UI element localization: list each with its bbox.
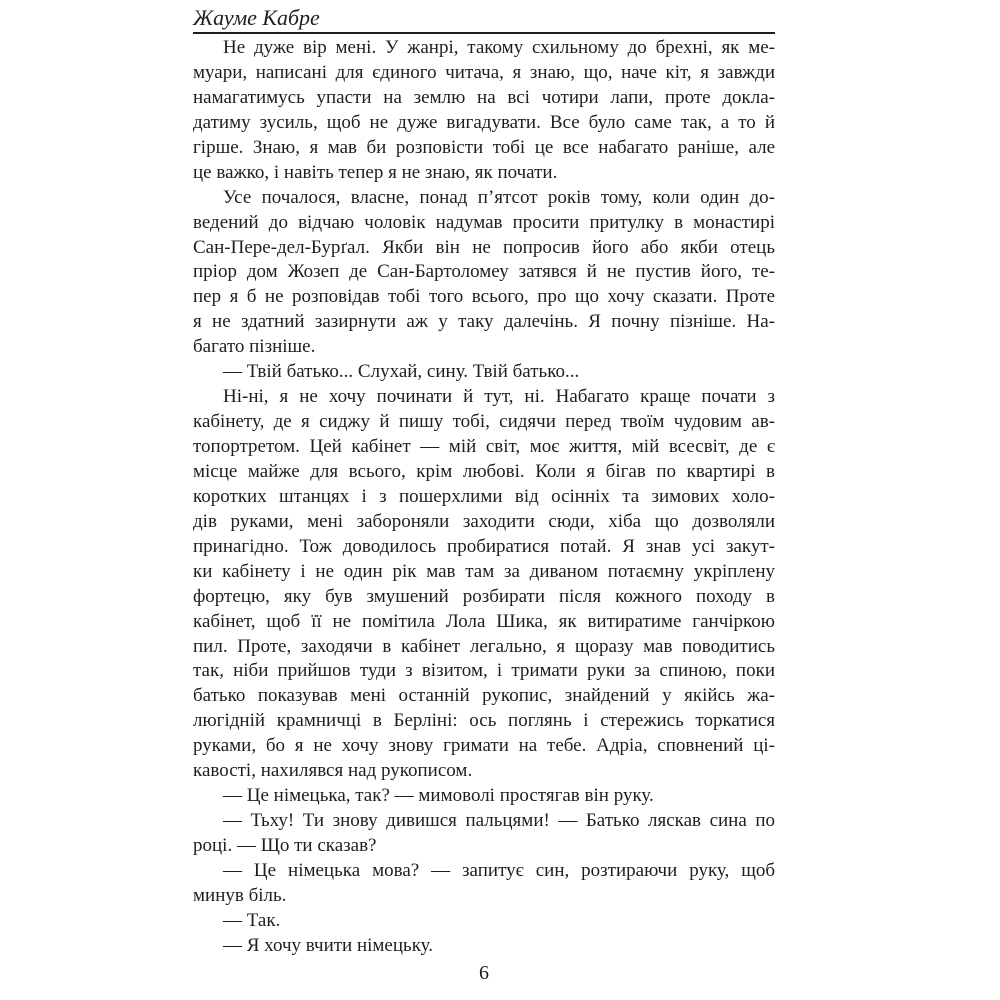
- paragraph: [193, 385, 775, 784]
- text-line: ки кабінету і не один рік мав там за диваном потаємну укріплену: [193, 560, 775, 582]
- text-line: — Тьху! Ти знову дивишся пальцями! — Батько ляскав сина по: [223, 810, 775, 832]
- text-line: батько показував мені останній рукопис, знайдений у якійсь жа-: [193, 685, 775, 707]
- text-line: люгідній крамничці в Берліні: ось поглянь і стережись торкатися: [193, 710, 775, 732]
- text-line: пил. Проте, заходячи в кабінет легально, я щоразу мав поводитись: [193, 635, 775, 657]
- text-line: намагатимусь упасти на землю на всі чотири лапи, проте докла-: [193, 86, 775, 108]
- paragraph: [193, 784, 775, 809]
- text-line: місце майже для всього, крім любові. Коли я бігав по квартирі в: [193, 460, 775, 482]
- text-line: фортецю, яку був змушений розбирати після кожного походу в: [193, 585, 775, 607]
- text-line: ведений до відчаю чоловік надумав просити притулку в монастирі: [193, 211, 775, 233]
- paragraph: [193, 809, 775, 859]
- text-line: році. — Що ти сказав?: [193, 835, 377, 856]
- text-line: минув біль.: [193, 884, 287, 906]
- text-line: муари, написані для єдиного читача, я знаю, що, наче кіт, я завжди: [193, 61, 775, 83]
- text-line: це важко, і навіть тепер я не знаю, як почати.: [193, 161, 558, 183]
- text-line: датиму зусиль, щоб не дуже вигадувати. Все було саме так, а то й: [193, 111, 775, 133]
- paragraph: [193, 186, 775, 361]
- header-rule: [193, 32, 775, 34]
- paragraph: [193, 360, 775, 385]
- text-line: топортретом. Цей кабінет — мій світ, моє життя, мій всесвіт, де є: [193, 436, 775, 457]
- page-number: 6: [479, 962, 489, 984]
- text-line: кабінету, де я сиджу й пишу тобі, сидячи перед твоїм чудовим ав-: [193, 411, 775, 433]
- text-line: — Це німецька, так? — мимоволі простягав він руку.: [223, 785, 654, 807]
- text-line: так, ніби прийшов туди з візитом, і тримати руки за спиною, поки: [193, 660, 775, 682]
- running-header-author: Жауме Кабре: [193, 5, 320, 30]
- text-line: кабінет, щоб її не помітила Лола Шика, як витиратиме ганчіркою: [193, 610, 775, 632]
- text-line: Сан-Пере-дел-Бурґал. Якби він не попросив його або якби отець: [193, 236, 775, 258]
- text-line: я не здатний зазирнути аж у таку далечінь. Я почну пізніше. На-: [193, 311, 775, 333]
- page-body-text: [193, 36, 775, 959]
- paragraph: [193, 934, 775, 959]
- paragraph: [193, 859, 775, 909]
- text-line: — Я хочу вчити німецьку.: [223, 934, 434, 956]
- text-line: — Так.: [223, 909, 281, 931]
- text-line: дів руками, мені забороняли заходити сюди, хіба що дозволяли: [193, 510, 775, 532]
- text-line: принагідно. Тож доводилось пробиратися потай. Я знав усі закут-: [193, 535, 775, 557]
- text-line: гірше. Знаю, я мав би розповісти тобі це все набагато раніше, але: [193, 136, 775, 158]
- text-line: пріор дом Жозеп де Сан-Бартоломеу затявся й не пустив його, те-: [193, 261, 775, 283]
- text-line: — Твій батько... Слухай, сину. Твій батько...: [223, 361, 580, 383]
- text-line: кавості, нахилявся над рукописом.: [193, 760, 473, 782]
- text-line: Ні-ні, я не хочу починати й тут, ні. Набагато краще почати з: [223, 386, 775, 408]
- text-line: Усе почалося, власне, понад п’ятсот років тому, коли один до-: [223, 186, 775, 208]
- paragraph: [193, 909, 775, 934]
- text-line: пер я б не розповідав тобі того всього, про що хочу сказати. Проте: [193, 286, 775, 308]
- text-line: — Це німецька мова? — запитує син, розтираючи руку, щоб: [223, 859, 775, 881]
- text-line: руками, бо я не хочу знову гримати на тебе. Адріа, сповнений ці-: [193, 735, 775, 757]
- paragraph: [193, 36, 775, 186]
- text-line: Не дуже вір мені. У жанрі, такому схильному до брехні, як ме-: [223, 37, 775, 58]
- text-line: коротких штанцях і з пошерхлими від осінніх та зимових холо-: [193, 485, 775, 507]
- text-line: багато пізніше.: [193, 336, 316, 358]
